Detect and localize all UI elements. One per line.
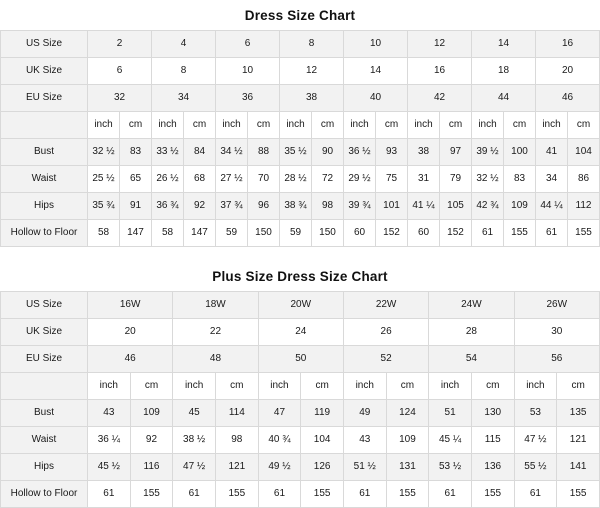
table-cell: 109 [130, 400, 173, 427]
table-cell: 36 ½ [344, 139, 376, 166]
table-cell: 8 [152, 58, 216, 85]
table-row [1, 346, 600, 373]
plus-size-chart-title-wrap [0, 261, 600, 291]
row-label: Hips [1, 193, 88, 220]
table-cell: 32 ½ [472, 166, 504, 193]
table-cell: 18W [173, 292, 258, 319]
table-cell: 34 [152, 85, 216, 112]
table-row [1, 31, 600, 58]
table-cell: 58 [152, 220, 184, 247]
dress-size-chart-title-wrap [0, 0, 600, 30]
table-cell: 150 [312, 220, 344, 247]
table-cell: 35 ¾ [88, 193, 120, 220]
table-cell: 65 [120, 166, 152, 193]
table-cell: 59 [216, 220, 248, 247]
table-cell: 43 [343, 427, 386, 454]
table-cell: 41 [536, 139, 568, 166]
table-cell: 130 [471, 400, 514, 427]
table-cell: 30 [514, 319, 599, 346]
table-row [1, 454, 600, 481]
table-cell: 39 ½ [472, 139, 504, 166]
table-cell: 155 [386, 481, 429, 508]
table-cell: 84 [184, 139, 216, 166]
table-cell: 131 [386, 454, 429, 481]
table-cell: inch [216, 112, 248, 139]
table-cell: inch [343, 373, 386, 400]
plus-size-chart-block [0, 261, 600, 508]
table-cell: 32 ½ [88, 139, 120, 166]
table-cell: 59 [280, 220, 312, 247]
table-cell: 49 [343, 400, 386, 427]
table-row [1, 292, 600, 319]
table-cell: 56 [514, 346, 599, 373]
table-cell: 36 ¾ [152, 193, 184, 220]
table-cell: 26 [343, 319, 428, 346]
table-cell: 121 [557, 427, 600, 454]
table-cell: 61 [343, 481, 386, 508]
table-cell: 75 [376, 166, 408, 193]
table-cell: 83 [120, 139, 152, 166]
table-cell: 61 [173, 481, 216, 508]
row-label: Bust [1, 139, 88, 166]
table-cell: 150 [248, 220, 280, 247]
table-cell: 28 [429, 319, 514, 346]
table-cell: 46 [536, 85, 600, 112]
table-cell: 141 [557, 454, 600, 481]
table-cell: 47 [258, 400, 301, 427]
table-cell: 155 [568, 220, 600, 247]
table-cell: 88 [248, 139, 280, 166]
table-cell: 39 ¾ [344, 193, 376, 220]
table-cell: 43 [88, 400, 131, 427]
table-row [1, 193, 600, 220]
table-cell: 47 ½ [173, 454, 216, 481]
table-cell: 116 [130, 454, 173, 481]
table-row [1, 373, 600, 400]
row-label: EU Size [1, 85, 88, 112]
table-cell: 92 [130, 427, 173, 454]
table-cell: 152 [376, 220, 408, 247]
table-cell: 28 ½ [280, 166, 312, 193]
table-cell: 155 [557, 481, 600, 508]
table-cell: 135 [557, 400, 600, 427]
dress-size-table-body [1, 31, 600, 247]
table-cell: 93 [376, 139, 408, 166]
table-cell: 37 ¾ [216, 193, 248, 220]
table-cell: cm [184, 112, 216, 139]
table-cell: 51 [429, 400, 472, 427]
table-cell: 114 [215, 400, 258, 427]
table-cell: 136 [471, 454, 514, 481]
table-cell: cm [386, 373, 429, 400]
table-cell: 6 [216, 31, 280, 58]
table-cell: 91 [120, 193, 152, 220]
table-row [1, 319, 600, 346]
table-cell: 54 [429, 346, 514, 373]
table-cell: 112 [568, 193, 600, 220]
table-cell: 61 [429, 481, 472, 508]
table-row [1, 427, 600, 454]
row-label: US Size [1, 31, 88, 58]
table-cell: inch [88, 112, 120, 139]
table-cell: 18 [472, 58, 536, 85]
table-cell: 60 [408, 220, 440, 247]
row-label: UK Size [1, 319, 88, 346]
table-row [1, 400, 600, 427]
table-cell: 51 ½ [343, 454, 386, 481]
table-cell: 126 [301, 454, 344, 481]
table-cell: cm [471, 373, 514, 400]
table-cell: 52 [343, 346, 428, 373]
table-cell: 119 [301, 400, 344, 427]
table-cell: 44 [472, 85, 536, 112]
table-cell: 155 [504, 220, 536, 247]
table-cell: 53 ½ [429, 454, 472, 481]
table-cell: 29 ½ [344, 166, 376, 193]
table-cell: 24W [429, 292, 514, 319]
table-cell: 25 ½ [88, 166, 120, 193]
row-label: US Size [1, 292, 88, 319]
table-cell: 38 ½ [173, 427, 216, 454]
table-cell: 49 ½ [258, 454, 301, 481]
table-cell: 50 [258, 346, 343, 373]
table-cell: 10 [216, 58, 280, 85]
table-cell: 8 [280, 31, 344, 58]
table-cell: 34 [536, 166, 568, 193]
plus-size-table-body [1, 292, 600, 508]
row-label: Waist [1, 427, 88, 454]
table-cell: inch [258, 373, 301, 400]
table-cell: cm [504, 112, 536, 139]
table-cell: cm [120, 112, 152, 139]
table-cell: cm [248, 112, 280, 139]
row-label [1, 373, 88, 400]
table-cell: 10 [344, 31, 408, 58]
table-cell: 115 [471, 427, 514, 454]
table-cell: 34 ½ [216, 139, 248, 166]
table-cell: 70 [248, 166, 280, 193]
table-cell: 48 [173, 346, 258, 373]
table-cell: inch [88, 373, 131, 400]
table-cell: 38 [280, 85, 344, 112]
row-label [1, 112, 88, 139]
table-cell: 55 ½ [514, 454, 557, 481]
table-cell: inch [408, 112, 440, 139]
table-cell: 83 [504, 166, 536, 193]
table-cell: 6 [88, 58, 152, 85]
table-cell: 38 [408, 139, 440, 166]
table-cell: 44 ¼ [536, 193, 568, 220]
table-row [1, 166, 600, 193]
table-cell: cm [568, 112, 600, 139]
chart-divider [0, 247, 600, 261]
table-cell: cm [301, 373, 344, 400]
table-cell: cm [130, 373, 173, 400]
plus-size-table [0, 291, 600, 508]
table-cell: inch [472, 112, 504, 139]
table-cell: 101 [376, 193, 408, 220]
table-cell: 16W [88, 292, 173, 319]
table-cell: 12 [408, 31, 472, 58]
table-cell: cm [376, 112, 408, 139]
table-row [1, 220, 600, 247]
table-cell: 20W [258, 292, 343, 319]
table-cell: 20 [536, 58, 600, 85]
table-cell: 2 [88, 31, 152, 58]
table-cell: 72 [312, 166, 344, 193]
table-cell: 46 [88, 346, 173, 373]
table-cell: inch [344, 112, 376, 139]
table-cell: 12 [280, 58, 344, 85]
table-cell: inch [514, 373, 557, 400]
table-cell: 124 [386, 400, 429, 427]
table-cell: 16 [536, 31, 600, 58]
row-label: Hips [1, 454, 88, 481]
table-cell: 155 [215, 481, 258, 508]
table-cell: 104 [301, 427, 344, 454]
table-cell: 53 [514, 400, 557, 427]
plus-size-page-title: Plus Size Dress Size Chart [212, 268, 388, 284]
row-label: Hollow to Floor [1, 220, 88, 247]
table-cell: 22W [343, 292, 428, 319]
table-cell: 27 ½ [216, 166, 248, 193]
table-cell: 4 [152, 31, 216, 58]
table-cell: 61 [472, 220, 504, 247]
table-cell: cm [215, 373, 258, 400]
table-cell: 45 ½ [88, 454, 131, 481]
table-cell: 47 ½ [514, 427, 557, 454]
table-cell: 98 [215, 427, 258, 454]
dress-size-table [0, 30, 600, 247]
table-cell: 100 [504, 139, 536, 166]
table-cell: inch [429, 373, 472, 400]
row-label: UK Size [1, 58, 88, 85]
table-cell: 24 [258, 319, 343, 346]
table-cell: 45 [173, 400, 216, 427]
table-cell: 36 ¼ [88, 427, 131, 454]
table-cell: 104 [568, 139, 600, 166]
table-cell: 32 [88, 85, 152, 112]
row-label: Waist [1, 166, 88, 193]
table-cell: 86 [568, 166, 600, 193]
table-cell: 105 [440, 193, 472, 220]
table-cell: 22 [173, 319, 258, 346]
table-row [1, 58, 600, 85]
table-row [1, 481, 600, 508]
table-cell: 36 [216, 85, 280, 112]
table-cell: 35 ½ [280, 139, 312, 166]
table-cell: 16 [408, 58, 472, 85]
table-cell: cm [312, 112, 344, 139]
table-row [1, 139, 600, 166]
table-cell: inch [152, 112, 184, 139]
table-cell: inch [536, 112, 568, 139]
table-cell: cm [440, 112, 472, 139]
dress-size-chart-block [0, 0, 600, 247]
table-cell: 41 ¼ [408, 193, 440, 220]
table-cell: 61 [514, 481, 557, 508]
table-cell: 58 [88, 220, 120, 247]
table-cell: 60 [344, 220, 376, 247]
row-label: EU Size [1, 346, 88, 373]
table-cell: 98 [312, 193, 344, 220]
table-cell: 109 [504, 193, 536, 220]
table-cell: 33 ½ [152, 139, 184, 166]
table-cell: 61 [536, 220, 568, 247]
table-cell: 42 [408, 85, 472, 112]
table-cell: 155 [130, 481, 173, 508]
table-cell: 68 [184, 166, 216, 193]
table-cell: 121 [215, 454, 258, 481]
page-title: Dress Size Chart [244, 7, 356, 23]
table-cell: 38 ¾ [280, 193, 312, 220]
table-cell: 92 [184, 193, 216, 220]
table-cell: 152 [440, 220, 472, 247]
table-cell: 97 [440, 139, 472, 166]
table-cell: 61 [258, 481, 301, 508]
table-cell: 147 [120, 220, 152, 247]
table-cell: 42 ¾ [472, 193, 504, 220]
table-cell: 155 [301, 481, 344, 508]
table-cell: inch [173, 373, 216, 400]
row-label: Hollow to Floor [1, 481, 88, 508]
table-cell: 96 [248, 193, 280, 220]
table-cell: 90 [312, 139, 344, 166]
table-cell: 31 [408, 166, 440, 193]
table-cell: 14 [472, 31, 536, 58]
table-cell: 109 [386, 427, 429, 454]
table-row [1, 85, 600, 112]
table-cell: cm [557, 373, 600, 400]
table-cell: 61 [88, 481, 131, 508]
table-cell: 40 [344, 85, 408, 112]
table-row [1, 112, 600, 139]
table-cell: 79 [440, 166, 472, 193]
table-cell: 45 ¼ [429, 427, 472, 454]
table-cell: inch [280, 112, 312, 139]
table-cell: 14 [344, 58, 408, 85]
table-cell: 155 [471, 481, 514, 508]
table-cell: 147 [184, 220, 216, 247]
table-cell: 20 [88, 319, 173, 346]
table-cell: 26 ½ [152, 166, 184, 193]
table-cell: 26W [514, 292, 599, 319]
table-cell: 40 ¾ [258, 427, 301, 454]
row-label: Bust [1, 400, 88, 427]
